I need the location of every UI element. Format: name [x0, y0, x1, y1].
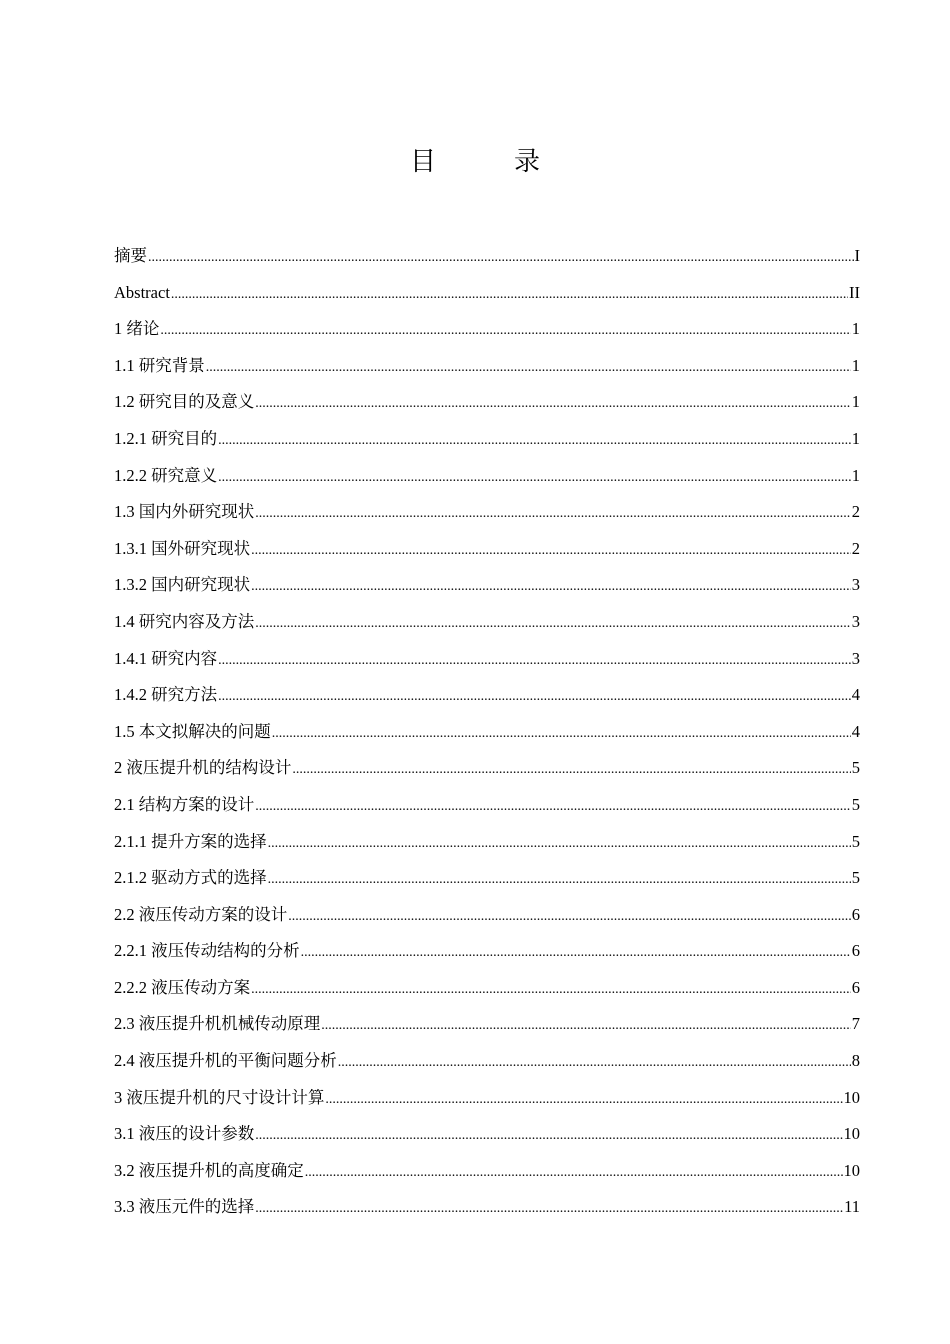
toc-entry-page-number: 6: [851, 941, 860, 961]
toc-dot-leader: [272, 714, 851, 753]
toc-dot-leader: [160, 311, 850, 350]
toc-dot-leader: [305, 1153, 843, 1192]
toc-entry[interactable]: [114, 1116, 860, 1153]
toc-entry-label: 1.2.1 研究目的: [114, 428, 218, 448]
toc-entry[interactable]: [114, 1153, 860, 1190]
toc-entry[interactable]: [114, 458, 860, 495]
toc-entry[interactable]: [114, 933, 860, 970]
toc-dot-leader: [338, 1043, 851, 1082]
toc-dot-leader: [206, 348, 851, 387]
toc-dot-leader: [325, 1080, 842, 1119]
toc-entry[interactable]: [114, 970, 860, 1007]
toc-entry-page-number: 3: [851, 648, 860, 668]
toc-dot-leader: [251, 531, 851, 570]
toc-entry-page-number: 4: [851, 721, 860, 741]
toc-dot-leader: [301, 933, 851, 972]
toc-entry[interactable]: [114, 787, 860, 824]
toc-entry[interactable]: [114, 714, 860, 751]
toc-entry-page-number: 5: [851, 758, 860, 778]
toc-dot-leader: [255, 384, 851, 423]
toc-entry-page-number: 1: [851, 392, 860, 412]
toc-entry-label: 1.5 本文拟解决的问题: [114, 721, 271, 741]
toc-entry-label: 2.1.1 提升方案的选择: [114, 831, 267, 851]
toc-entry[interactable]: [114, 531, 860, 568]
toc-entry-label: 摘要: [114, 246, 147, 265]
toc-entry[interactable]: [114, 1043, 860, 1080]
toc-entry[interactable]: [114, 494, 860, 531]
toc-dot-leader: [255, 494, 851, 533]
toc-entry[interactable]: [114, 1189, 860, 1226]
toc-entry[interactable]: [114, 348, 860, 385]
toc-entry[interactable]: [114, 897, 860, 934]
toc-entry-label: 1.1 研究背景: [114, 355, 205, 375]
toc-entry[interactable]: [114, 641, 860, 678]
toc-entry[interactable]: [114, 604, 860, 641]
toc-dot-leader: [251, 970, 851, 1009]
toc-dot-leader: [218, 421, 851, 460]
toc-entry-label: 2.4 液压提升机的平衡问题分析: [114, 1051, 337, 1071]
toc-entry-page-number: II: [849, 282, 860, 302]
toc-dot-leader: [171, 275, 848, 314]
toc-dot-leader: [255, 787, 851, 826]
toc-dot-leader: [218, 641, 851, 680]
toc-entry-label: 1 绪论: [114, 319, 160, 339]
toc-entry-page-number: 5: [851, 831, 860, 851]
toc-entry-page-number: 8: [851, 1051, 860, 1071]
toc-entry-page-number: 1: [851, 319, 860, 339]
toc-entry-label: 2.1.2 驱动方式的选择: [114, 868, 267, 888]
toc-dot-leader: [288, 897, 851, 936]
toc-entry[interactable]: [114, 1080, 860, 1117]
toc-entry[interactable]: [114, 860, 860, 897]
toc-entry-page-number: 10: [843, 1124, 860, 1144]
toc-dot-leader: [148, 238, 854, 277]
toc-entry-page-number: 7: [851, 1014, 860, 1034]
toc-entry-page-number: 1: [851, 465, 860, 485]
toc-entry-label: 2.1 结构方案的设计: [114, 794, 255, 814]
toc-entry-label: 3.3 液压元件的选择: [114, 1197, 255, 1217]
toc-entry-label: 2.3 液压提升机机械传动原理: [114, 1014, 321, 1034]
toc-entry-label: Abstract: [114, 282, 170, 302]
toc-entry[interactable]: [114, 384, 860, 421]
toc-dot-leader: [268, 860, 851, 899]
toc-entry[interactable]: [114, 275, 860, 312]
toc-dot-leader: [255, 604, 851, 643]
toc-entry-label: 1.3.1 国外研究现状: [114, 538, 251, 558]
toc-entry-page-number: 6: [851, 977, 860, 997]
toc-dot-leader: [251, 567, 851, 606]
toc-dot-leader: [255, 1189, 843, 1228]
toc-entry[interactable]: [114, 824, 860, 861]
toc-entry-page-number: 10: [843, 1160, 860, 1180]
toc-entry-page-number: 2: [851, 502, 860, 522]
toc-entry-label: 1.4 研究内容及方法: [114, 611, 255, 631]
toc-entry-page-number: 6: [851, 904, 860, 924]
toc-entry[interactable]: [114, 677, 860, 714]
toc-dot-leader: [321, 1006, 851, 1045]
page-title: 目 录: [409, 147, 566, 178]
toc-dot-leader: [255, 1116, 842, 1155]
toc-entry-page-number: 3: [851, 611, 860, 631]
toc-entry-page-number: 11: [844, 1197, 860, 1217]
toc-entry[interactable]: [114, 421, 860, 458]
toc-entry-label: 2.2 液压传动方案的设计: [114, 904, 288, 924]
toc-entry-label: 1.2 研究目的及意义: [114, 392, 255, 412]
toc-entry-label: 1.4.2 研究方法: [114, 685, 218, 705]
toc-dot-leader: [292, 750, 850, 789]
toc-entry-page-number: 1: [851, 355, 860, 375]
toc-dot-leader: [268, 824, 851, 863]
toc-entry-label: 3 液压提升机的尺寸设计计算: [114, 1087, 325, 1107]
toc-entry-label: 1.3.2 国内研究现状: [114, 575, 251, 595]
toc-entry-page-number: 2: [851, 538, 860, 558]
toc-entry-label: 2.2.2 液压传动方案: [114, 977, 251, 997]
toc-entry-page-number: 1: [851, 428, 860, 448]
toc-dot-leader: [218, 677, 851, 716]
toc-entry-label: 2 液压提升机的结构设计: [114, 758, 292, 778]
toc-entry-page-number: 5: [851, 868, 860, 888]
toc-entry-label: 3.1 液压的设计参数: [114, 1124, 255, 1144]
toc-entry-page-number: I: [854, 246, 860, 265]
toc-entry-page-number: 4: [851, 685, 860, 705]
toc-entry[interactable]: [114, 311, 860, 348]
toc-entry-label: 1.3 国内外研究现状: [114, 502, 255, 522]
toc-dot-leader: [218, 458, 851, 497]
toc-entry[interactable]: [114, 238, 860, 275]
toc-entry-label: 1.4.1 研究内容: [114, 648, 218, 668]
toc-entry[interactable]: [114, 750, 860, 787]
toc-entry-page-number: 10: [843, 1087, 860, 1107]
toc-entry-label: 2.2.1 液压传动结构的分析: [114, 941, 300, 961]
toc-entry-label: 3.2 液压提升机的高度确定: [114, 1160, 304, 1180]
toc-entry-page-number: 5: [851, 794, 860, 814]
toc-entry-page-number: 3: [851, 575, 860, 595]
toc-entry[interactable]: [114, 1006, 860, 1043]
toc-entry-label: 1.2.2 研究意义: [114, 465, 218, 485]
table-of-contents: [114, 238, 860, 1226]
toc-entry[interactable]: [114, 567, 860, 604]
